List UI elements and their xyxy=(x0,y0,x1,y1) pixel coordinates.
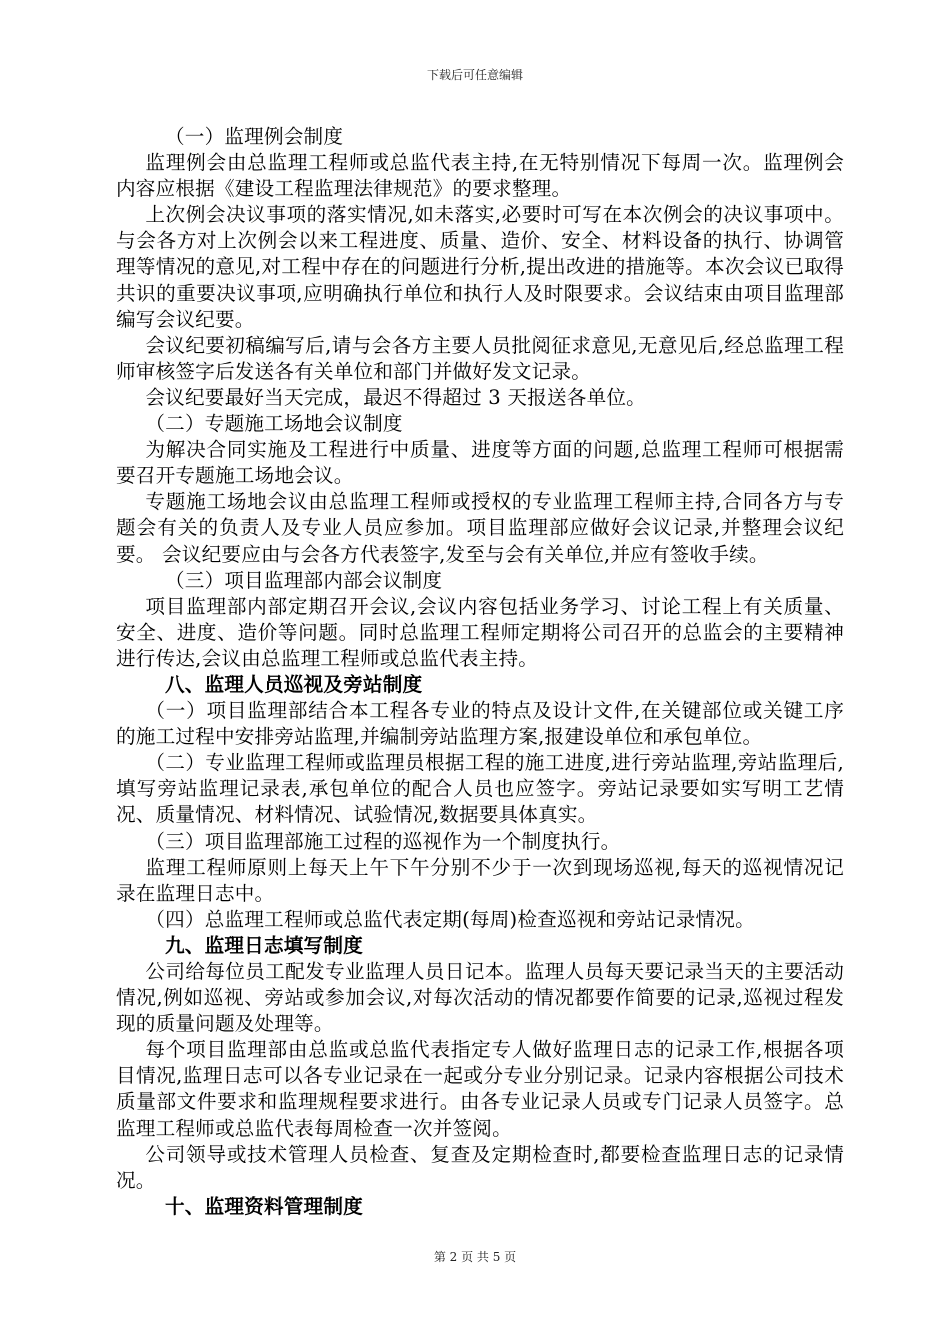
paragraph: 为解决合同实施及工程进行中质量、进度等方面的问题,总监理工程师可根据需要召开专题施工场地会议。 xyxy=(116,438,844,488)
section-heading: （二）专题施工场地会议制度 xyxy=(145,412,403,436)
paragraph: 上次例会决议事项的落实情况,如未落实,必要时可写在本次例会的决议事项中。 与会各方对上次例会以来工程进度、质量、造价、安全、材料设备的执行、协调管理等情况的意见,对工程中存在的问题进行分析,提出改进的措施等。本次会议已取得共识的重要决议事项,应明确执行单位和执行人及时限要求。会议结束由项目监理部编写会议纪要。 xyxy=(116,203,844,331)
paragraph: 监理例会由总监理工程师或总监代表主持,在无特别情况下每周一次。监理例会内容应根据《建设工程监理法律规范》的要求整理。 xyxy=(116,151,844,201)
document-body xyxy=(116,124,844,1220)
section-heading: （三）项目监理部内部会议制度 xyxy=(165,568,443,592)
paragraph: （四）总监理工程师或总监代表定期(每周)检查巡视和旁站记录情况。 xyxy=(145,907,755,931)
paragraph: 会议纪要最好当天完成，最迟不得超过 3 天报送各单位。 xyxy=(145,385,646,409)
paragraph: 监理工程师原则上每天上午下午分别不少于一次到现场巡视,每天的巡视情况记录在监理日志中。 xyxy=(116,855,844,905)
paragraph: 会议纪要初稿编写后,请与会各方主要人员批阅征求意见,无意见后,经总监理工程师审核签字后发送各有关单位和部门并做好发文记录。 xyxy=(116,333,844,383)
section-heading: （一）监理例会制度 xyxy=(165,125,344,148)
chapter-heading: 九、监理日志填写制度 xyxy=(165,933,363,957)
page-header: 下载后可任意编辑 xyxy=(426,68,523,82)
paragraph: （三）项目监理部施工过程的巡视作为一个制度执行。 xyxy=(145,829,621,853)
paragraph: 公司给每位员工配发专业监理人员日记本。监理人员每天要记录当天的主要活动情况,例如巡视、旁站或参加会议,对每次活动的情况都要作简要的记录,巡视过程发现的质量问题及处理等。 xyxy=(116,960,844,1036)
chapter-heading: 八、监理人员巡视及旁站制度 xyxy=(165,672,423,696)
paragraph: （二）专业监理工程师或监理员根据工程的施工进度,进行旁站监理,旁站监理后,填写旁站监理记录表,承包单位的配合人员也应签字。旁站记录要如实写明工艺情况、质量情况、材料情况、试验情况,数据要具体真实。 xyxy=(116,751,844,827)
paragraph: （一）项目监理部结合本工程各专业的特点及设计文件,在关键部位或关键工序的施工过程中安排旁站监理,并编制旁站监理方案,报建设单位和承包单位。 xyxy=(116,699,844,749)
chapter-heading: 十、监理资料管理制度 xyxy=(165,1194,363,1218)
paragraph: 专题施工场地会议由总监理工程师或授权的专业监理工程师主持,合同各方与专题会有关的负责人及专业人员应参加。项目监理部应做好会议记录,并整理会议纪要。 会议纪要应由与会各方代表签字,发至与会有关单位,并应有签收手续。 xyxy=(116,490,844,566)
page-footer: 第 2 页 共 5 页 xyxy=(433,1250,517,1264)
paragraph: 项目监理部内部定期召开会议,会议内容包括业务学习、讨论工程上有关质量、安全、进度、造价等问题。同时总监理工程师定期将公司召开的总监会的主要精神进行传达,会议由总监理工程师或总监代表主持。 xyxy=(116,594,844,670)
paragraph: 每个项目监理部由总监或总监代表指定专人做好监理日志的记录工作,根据各项目情况,监理日志可以各专业记录在一起或分专业分别记录。记录内容根据公司技术质量部文件要求和监理规程要求进行。由各专业记录人员或专门记录人员签字。总监理工程师或总监代表每周检查一次并签阅。 xyxy=(116,1038,844,1140)
paragraph: 公司领导或技术管理人员检查、复查及定期检查时,都要检查监理日志的记录情况。 xyxy=(116,1142,844,1192)
